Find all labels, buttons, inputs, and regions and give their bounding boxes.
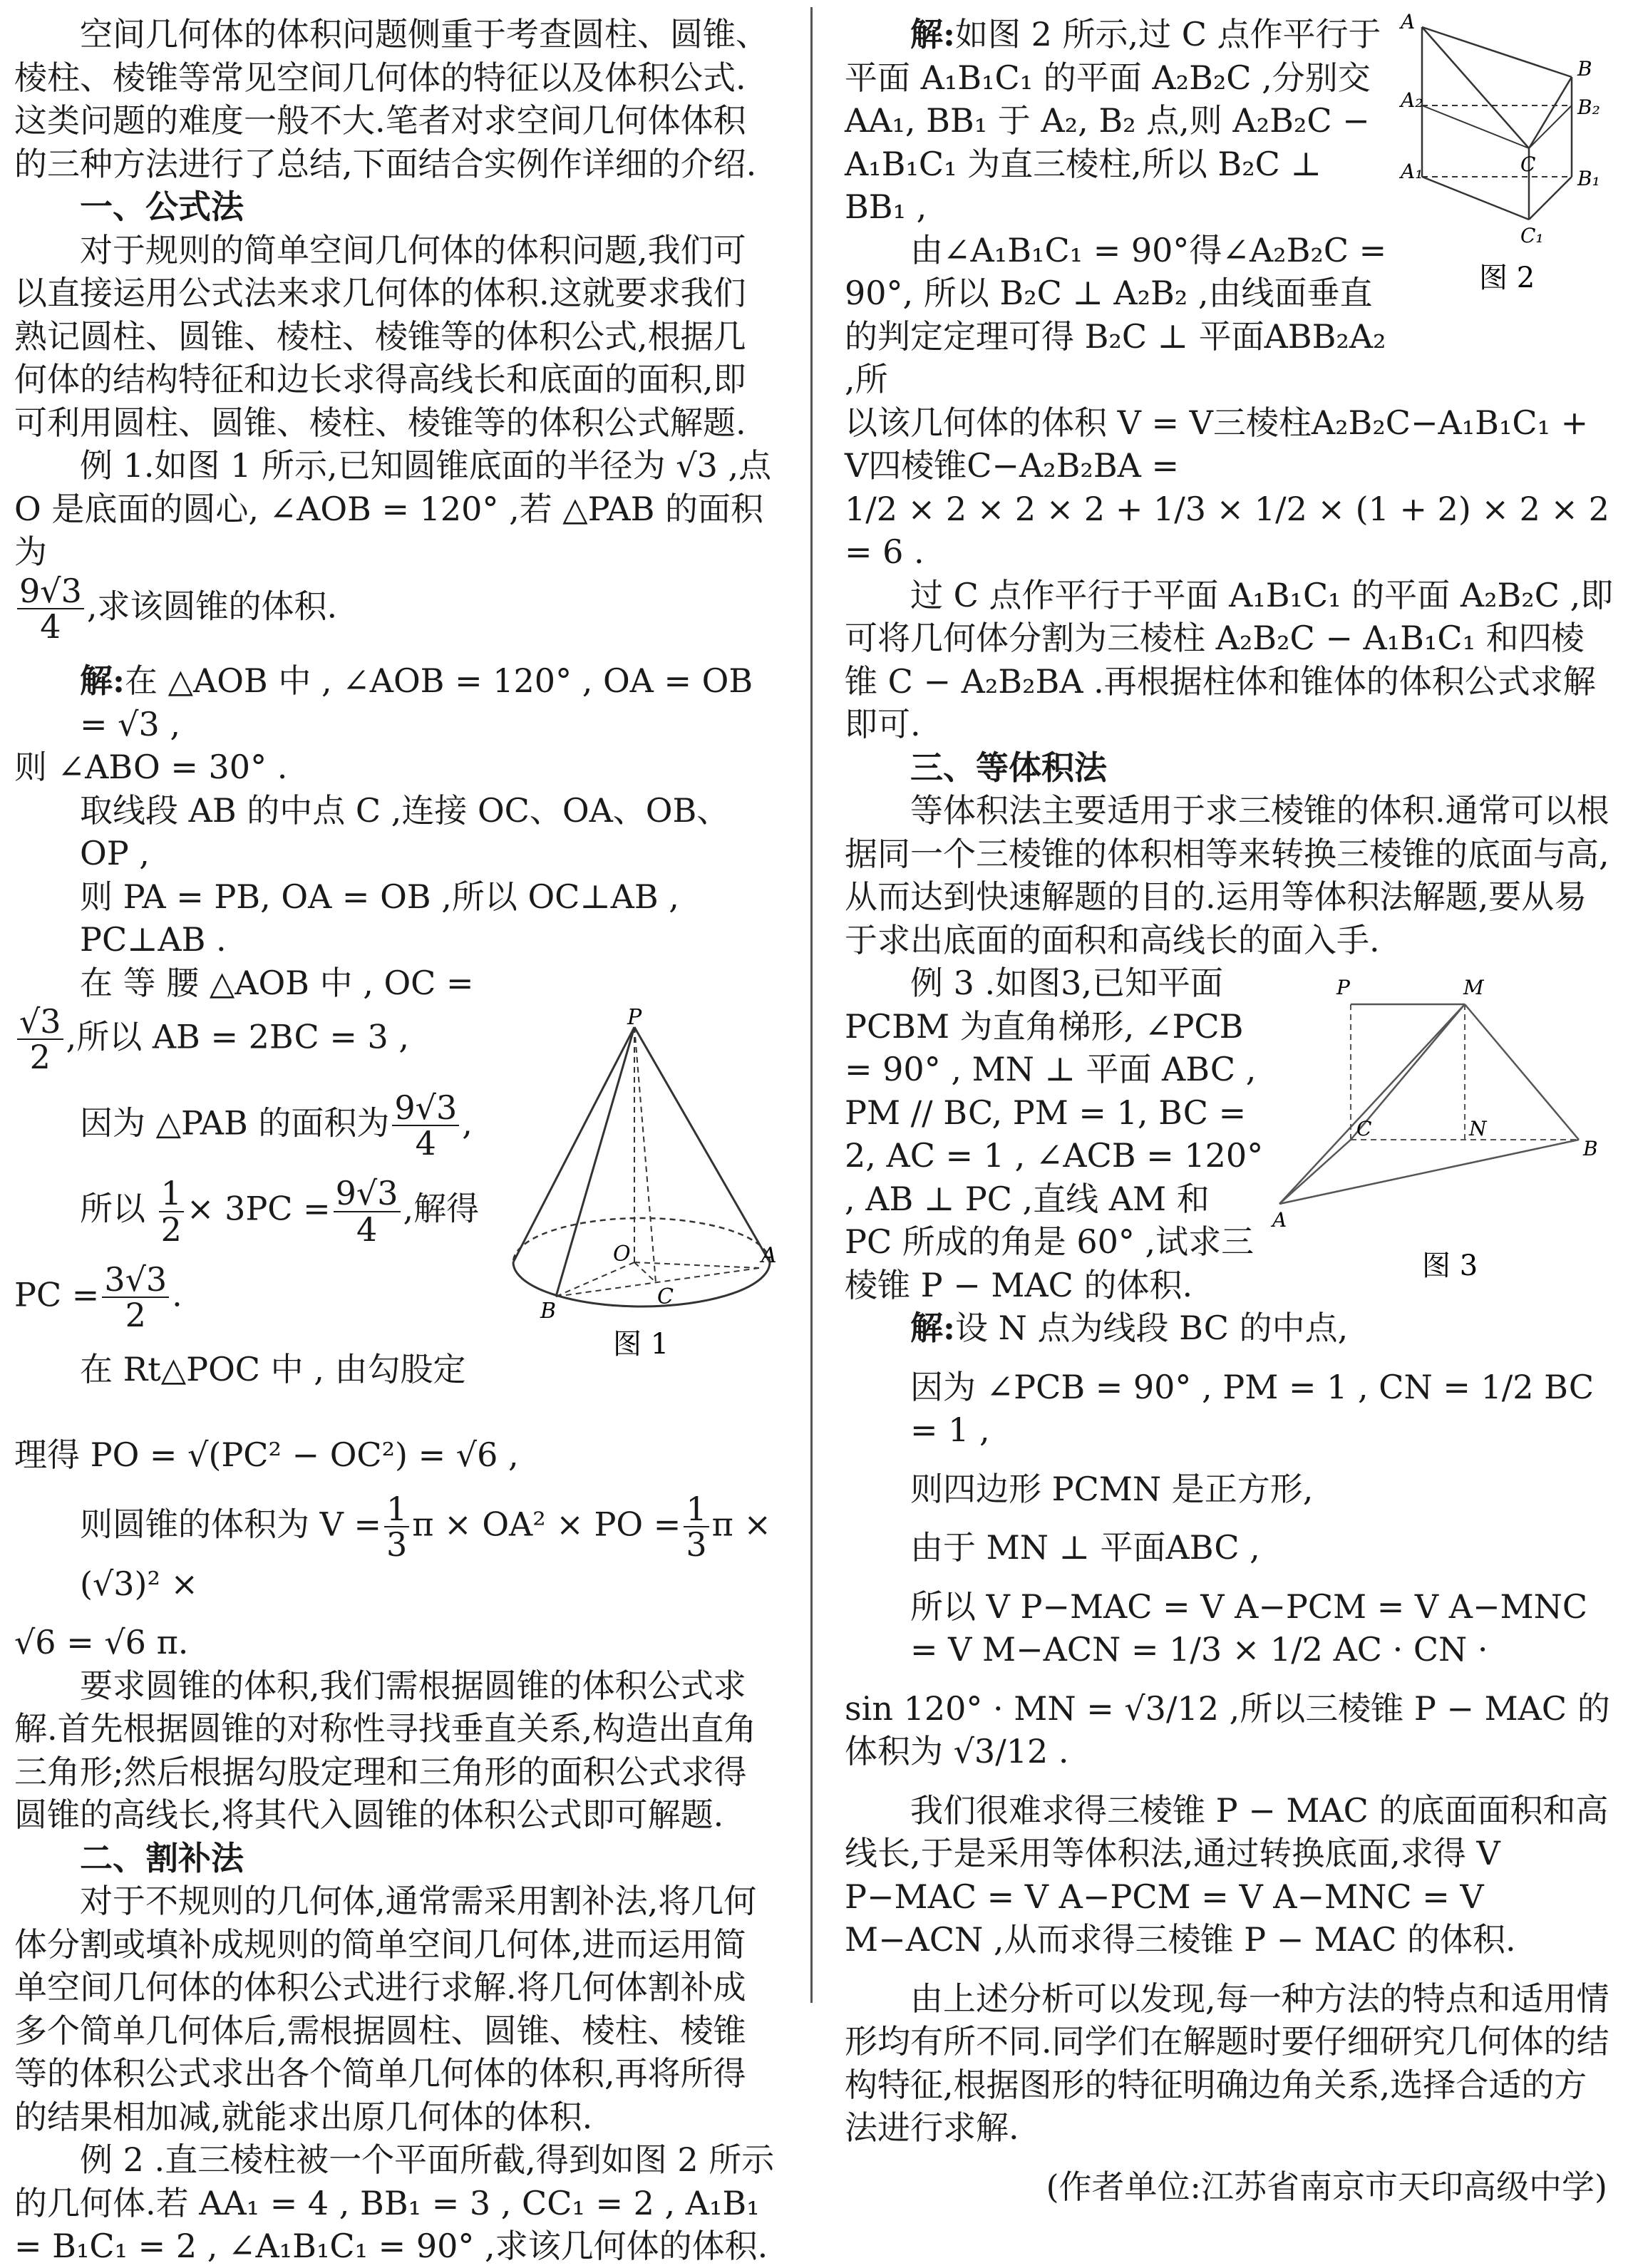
- solution-1-line-12: [14, 1492, 777, 1605]
- solution-2-b: 由∠A₁B₁C₁ = 90°得∠A₂B₂C = 90°, 所以 B₂C ⊥ A₂B₂ ,由线面垂直的判定定理可得 B₂C ⊥ 平面ABB₂A₂ ,所: [845, 230, 1387, 398]
- solution-2-c: 以该几何体的体积 V = V三棱柱A₂B₂C−A₁B₁C₁ + V四棱锥C−A₂B₂BA =: [845, 403, 1589, 485]
- solution-text: .: [172, 1275, 182, 1314]
- label-C: C: [1356, 1117, 1372, 1140]
- label-B: B: [540, 1298, 557, 1324]
- example-1-text: 例 1.如图 1 所示,已知圆锥底面的半径为 √3 ,点 O 是底面的圆心, ∠AOB = 120° ,若 △PAB 的面积为: [14, 446, 772, 571]
- solution-1-line-3: 取线段 AB 的中点 C ,连接 OC、OA、OB、OP ,: [80, 790, 730, 873]
- cut-fill-paragraph: 对于不规则的几何体,通常需采用割补法,将几何体分割或填补成规则的简单空间几何体,进而运用简单空间几何体的体积公式进行求解.将几何体割补成多个简单几何体后,需根据圆柱、圆锥、棱柱、棱锥等的体积公式求出各个简单几何体的体积,再将所得的结果相加减,就能求出原几何体的体积.: [14, 1882, 757, 2136]
- solution-1-line-2: 则 ∠ABO = 30° .: [14, 748, 288, 787]
- denominator: 2: [160, 1210, 182, 1249]
- fraction: [17, 571, 84, 646]
- numerator: 9√3: [334, 1176, 401, 1212]
- solution-text: 因为 △PAB 的面积为: [80, 1103, 390, 1142]
- solution-label: 解:: [910, 15, 955, 53]
- solution-text: ,解得: [403, 1189, 480, 1228]
- figure-2-prism: [1401, 10, 1614, 319]
- figure-3-tetrahedron: [1272, 969, 1614, 1304]
- solution-1-line-5: 在 等 腰 △AOB 中 , OC =: [80, 963, 474, 1002]
- fraction: [102, 1259, 169, 1335]
- solution-1-line-11: 理得 PO = √(PC² − OC²) = √6 ,: [14, 1435, 519, 1474]
- solution-label: 解:: [910, 1309, 955, 1347]
- numerator: 1: [684, 1492, 709, 1527]
- label-C: C: [657, 1284, 674, 1309]
- solution-3-line-1: [845, 1306, 1614, 1350]
- numerator: √3: [17, 1004, 63, 1040]
- solution-3-line-6: sin 120° · MN = √3/12 ,所以三棱锥 P − MAC 的体积为 √3/12 .: [845, 1689, 1610, 1770]
- label-N: N: [1469, 1117, 1487, 1140]
- solution-text: π × OA² × PO =: [412, 1505, 681, 1544]
- analysis-1: 要求圆锥的体积,我们需根据圆锥的体积公式求解.首先根据圆锥的对称性寻找垂直关系,构造出直角三角形;然后根据勾股定理和三角形的面积公式求得圆锥的高线长,将其代入圆锥的体积公式即可解题.: [14, 1666, 757, 1835]
- fraction: [684, 1490, 709, 1565]
- solution-3-line-2: 因为 ∠PCB = 90° , PM = 1 , CN = 1/2 BC = 1 ,: [910, 1367, 1595, 1449]
- column-divider: [810, 7, 813, 2003]
- fraction: [392, 1088, 459, 1163]
- author-affiliation: (作者单位:江苏省南京市天印高级中学): [1046, 2167, 1607, 2206]
- intro-paragraph: 空间几何体的体积问题侧重于考查圆柱、圆锥、棱柱、棱锥等常见空间几何体的特征以及体积公式.这类问题的难度一般不大.笔者对求空间几何体体积的三种方法进行了总结,下面结合实例作详细的介绍.: [14, 15, 768, 183]
- denominator: 4: [40, 607, 61, 646]
- example-1-question: ,求该圆锥的体积.: [86, 586, 338, 625]
- numerator: 9√3: [392, 1091, 459, 1126]
- label-B2: B₂: [1577, 96, 1600, 119]
- figure-1-caption: 图 1: [613, 1327, 669, 1361]
- label-P: P: [1336, 976, 1350, 999]
- denominator: 4: [415, 1123, 436, 1163]
- fraction: [17, 1004, 63, 1075]
- label-A: A: [761, 1242, 777, 1268]
- right-column: [845, 10, 1614, 2208]
- example-2: 例 2 .直三棱柱被一个平面所截,得到如图 2 所示的几何体.若 AA₁ = 4 , BB₁ = 3 , CC₁ = 2 , A₁B₁ = B₁C₁ = 2 , ∠A₁B₁C₁ = 90° ,求该几何体的体积.: [14, 2140, 775, 2266]
- solution-text: 则圆锥的体积为 V =: [80, 1505, 382, 1544]
- numerator: 3√3: [102, 1262, 169, 1298]
- solution-text: ,所以 AB = 2BC = 3 ,: [66, 1017, 410, 1056]
- solution-3-line-5: 所以 V P−MAC = V A−PCM = V A−MNC = V M−ACN = 1/3 × 1/2 AC · CN ·: [910, 1587, 1588, 1669]
- figure-2-caption: 图 2: [1479, 262, 1535, 294]
- numerator: 9√3: [17, 574, 84, 609]
- solution-text: π × (√3)² ×: [80, 1505, 771, 1603]
- solution-text: 如图 2 所示,过 C 点作平行于平面 A₁B₁C₁ 的平面 A₂B₂C ,分别交 AA₁, BB₁ 于 A₂, B₂ 点,则 A₂B₂C − A₁B₁C₁ 为直三棱柱,所以 B₂C ⊥ BB₁ ,: [845, 15, 1381, 226]
- left-column: [14, 13, 777, 2268]
- label-C1: C₁: [1520, 224, 1544, 247]
- fraction: [159, 1176, 184, 1247]
- conclusion-paragraph: 由上述分析可以发现,每一种方法的特点和适用情形均有所不同.同学们在解题时要仔细研究几何体的结构特征,根据图形的特征明确边角关系,选择合适的方法进行求解.: [845, 1979, 1609, 2147]
- fraction: [334, 1176, 401, 1247]
- analysis-3: 我们很难求得三棱锥 P − MAC 的底面面积和高线长,于是采用等体积法,通过转换底面,求得 V P−MAC = V A−PCM = V A−MNC = V M−ACN ,从而求得三棱锥 P − MAC 的体积.: [845, 1790, 1609, 1959]
- label-A2: A₂: [1401, 88, 1423, 112]
- label-A: A: [1401, 10, 1416, 33]
- solution-1-line-13: √6 = √6 π.: [14, 1623, 189, 1662]
- solution-1-line-1: [14, 659, 777, 746]
- solution-3-line-3: 则四边形 PCMN 是正方形,: [910, 1469, 1314, 1508]
- solution-3-line-4: 由于 MN ⊥ 平面ABC ,: [910, 1528, 1260, 1567]
- numerator: 1: [159, 1176, 184, 1212]
- label-C: C: [1520, 153, 1536, 176]
- label-B: B: [1577, 57, 1592, 81]
- equal-volume-paragraph: 等体积法主要适用于求三棱锥的体积.通常可以根据同一个三棱锥的体积相等来转换三棱锥的底面与高,从而达到快速解题的目的.运用等体积法解题,要从易于求出底面的面积和高线长的面入手.: [845, 791, 1609, 959]
- solution-text: PC =: [14, 1275, 100, 1314]
- label-A: A: [1272, 1208, 1287, 1232]
- analysis-2: 过 C 点作平行于平面 A₁B₁C₁ 的平面 A₂B₂C ,即可将几何体分割为三棱柱 A₂B₂C − A₁B₁C₁ 和四棱锥 C − A₂B₂BA .再根据柱体和锥体的体积公式求解即可.: [845, 575, 1614, 743]
- denominator: 3: [686, 1525, 707, 1565]
- solution-2-d: 1/2 × 2 × 2 × 2 + 1/3 × 1/2 × (1 + 2) × 2 × 2 = 6 .: [845, 489, 1609, 571]
- label-P: P: [627, 1004, 642, 1030]
- label-B1: B₁: [1577, 167, 1600, 190]
- heading-equal-volume-method: 三、等体积法: [910, 748, 1107, 787]
- denominator: 2: [29, 1038, 51, 1077]
- denominator: 2: [125, 1296, 146, 1335]
- solution-text: 在 △AOB 中 , ∠AOB = 120° , OA = OB = √3 ,: [80, 661, 753, 743]
- solution-label: 解:: [80, 661, 125, 701]
- solution-1-line-10: 在 Rt△POC 中 , 由勾股定: [80, 1350, 466, 1389]
- fraction: [384, 1490, 409, 1565]
- label-B: B: [1583, 1137, 1598, 1160]
- example-1: [14, 444, 777, 574]
- example-3: 例 3 .如图3,已知平面 PCBM 为直角梯形, ∠PCB = 90° , MN ⊥ 平面 ABC , PM // BC, PM = 1, BC = 2, AC = 1 , ∠ACB = 120° , AB ⊥ PC ,直线 AM 和 PC 所成的角是 60° ,试求三棱锥 P − MAC 的体积.: [845, 964, 1264, 1304]
- heading-formula-method: 一、公式法: [80, 187, 244, 226]
- numerator: 1: [384, 1492, 409, 1527]
- label-M: M: [1463, 976, 1484, 999]
- figure-1-cone: [506, 1004, 777, 1418]
- heading-cut-fill-method: 二、割补法: [80, 1838, 244, 1877]
- denominator: 3: [386, 1525, 408, 1565]
- solution-text: ,: [462, 1103, 473, 1142]
- denominator: 4: [356, 1210, 378, 1249]
- label-O: O: [613, 1241, 631, 1267]
- formula-paragraph: 对于规则的简单空间几何体的体积问题,我们可以直接运用公式法来求几何体的体积.这就要求我们熟记圆柱、圆锥、棱柱、棱锥等的体积公式,根据几何体的结构特征和边长求得高线长和底面的面积,即可利用圆柱、圆锥、棱柱、棱锥等的体积公式解题.: [14, 230, 746, 442]
- example-1-cont: [14, 571, 777, 646]
- solution-text: × 3PC =: [186, 1189, 331, 1228]
- figure-3-caption: 图 3: [1422, 1249, 1478, 1282]
- solution-text: 设 N 点为线段 BC 的中点,: [954, 1309, 1349, 1347]
- solution-1-line-4: 则 PA = PB, OA = OB ,所以 OC⊥AB , PC⊥AB .: [80, 877, 679, 959]
- solution-text: 所以: [80, 1189, 145, 1228]
- label-A1: A₁: [1401, 160, 1423, 183]
